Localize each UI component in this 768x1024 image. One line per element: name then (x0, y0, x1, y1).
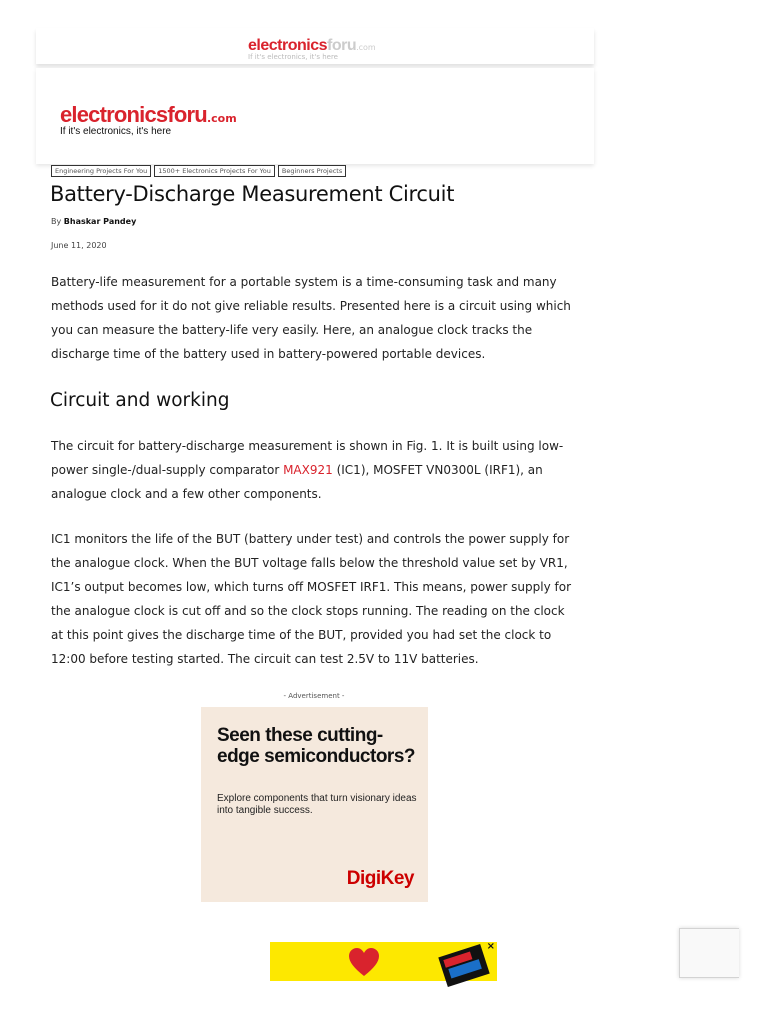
category-tag-beginners-projects[interactable]: Beginners Projects (278, 165, 346, 177)
sticky-logo-brand-b: foru (326, 37, 357, 54)
main-header (36, 68, 594, 164)
article-paragraph-1: Battery-life measurement for a portable system is a time-consuming task and many methods used for it do not give reliable results. Presented here is a circuit using which you can measure the battery-life very easily. Here, an analogue clock tracks the discharge time of the battery used in battery-powered portable devices. (51, 275, 571, 361)
ad-headline: Seen these cutting-edge semiconductors? (217, 725, 415, 767)
category-tags (51, 165, 346, 177)
ad-brand-logo: DigiKey (346, 868, 414, 889)
recaptcha-badge[interactable] (679, 928, 739, 978)
sticky-logo-brand-a: electronics (248, 37, 327, 54)
sticky-logo-com: .com (356, 43, 376, 52)
article-title: Battery-Discharge Measurement Circuit (50, 182, 455, 206)
ad-subtext: Explore components that turn visionary ideas into tangible success. (217, 793, 417, 816)
category-tag-engineering-projects[interactable]: Engineering Projects For You (51, 165, 151, 177)
p2-text-before: The circuit for battery-discharge measurement is shown in Fig. 1. It is built using low-power single-/dual-supply comparator (51, 439, 564, 477)
close-banner-button[interactable]: × (486, 941, 495, 952)
advertisement-label: - Advertisement - (283, 692, 345, 700)
section-heading: Circuit and working (50, 390, 230, 411)
digikey-ad[interactable] (201, 707, 428, 902)
byline (51, 217, 136, 226)
bottom-banner-ad[interactable] (270, 942, 497, 981)
magazine-icon (438, 944, 489, 987)
by-label: By (51, 217, 62, 226)
sticky-site-logo[interactable] (248, 35, 388, 61)
logo-brand-a: electronics (60, 102, 168, 127)
article-paragraph-2 (51, 434, 571, 506)
publish-date: June 11, 2020 (51, 241, 107, 250)
logo-tagline: If it's electronics, it's here (60, 126, 172, 137)
max921-link[interactable]: MAX921 (283, 463, 333, 477)
author-link[interactable]: Bhaskar Pandey (63, 217, 137, 226)
heart-icon (348, 947, 380, 977)
logo-com: .com (206, 112, 237, 125)
article-paragraph-3: IC1 monitors the life of the BUT (battery under test) and controls the power supply for the analogue clock. When the BUT voltage falls below the threshold value set by VR1, IC1’s output becomes low, which turns off MOSFET IRF1. This means, power supply for the analogue clock is cut off and so the clock stops running. The reading on the clock at this point gives the discharge time of the BUT, provided you had set the clock to 12:00 before testing started. The circuit can test 2.5V to 11V batteries. (51, 532, 572, 666)
category-tag-1500-projects[interactable]: 1500+ Electronics Projects For You (154, 165, 275, 177)
sticky-header (36, 28, 594, 64)
logo-brand-b: foru (167, 102, 207, 127)
sticky-logo-tagline: If it's electronics, it's here (248, 53, 338, 61)
site-logo[interactable] (60, 102, 237, 137)
p2-text-after: (IC1), MOSFET VN0300L (IRF1), an analogue clock and a few other components. (51, 463, 543, 501)
